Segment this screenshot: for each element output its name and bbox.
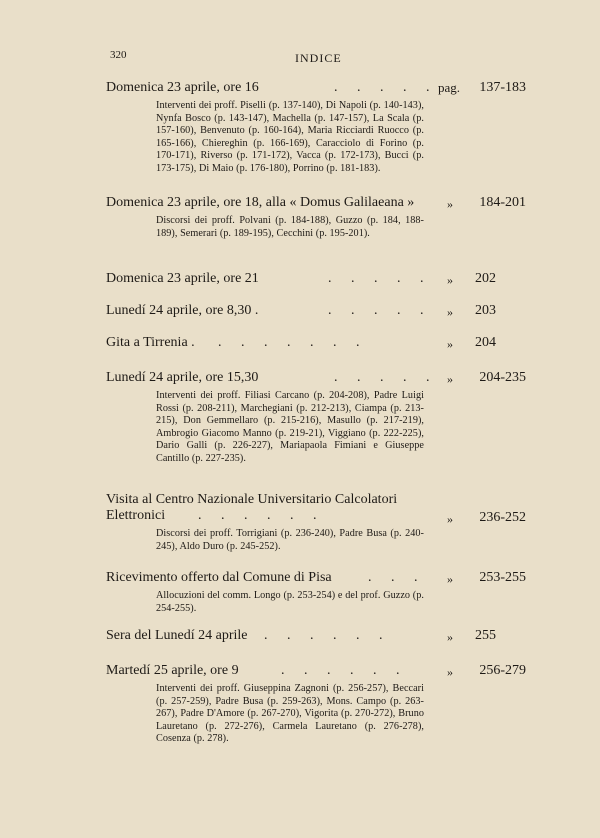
- page-label: »: [447, 337, 453, 351]
- index-entry: [106, 195, 526, 240]
- page-range: 184-201: [479, 195, 526, 210]
- entry-description: Discorsi dei proff. Torrigiani (p. 236-240), Padre Busa (p. 240-245), Aldo Duro (p. 245-252).: [156, 528, 424, 552]
- leader-dots: . . . . . .: [198, 508, 325, 523]
- page-range: 203: [475, 303, 496, 318]
- index-entry: [106, 628, 526, 648]
- page-label: »: [447, 572, 453, 586]
- entry-description: Interventi dei proff. Piselli (p. 137-140), Di Napoli (p. 140-143), Nynfa Bosco (p. 143-147), Machella (p. 147-157), La Scala (p. 157-160), Benvenuto (p. 160-164), Maria Ricciardi Ruocco (p. 165-166), Chiereghin (p. 166-169), Caracciolo di Forino (p. 170-171), Riverso (p. 171-172), Vacca (p. 172-173), Bucci (p. 173-175), Di Maio (p. 176-180), Porrino (p. 181-183).: [156, 100, 424, 174]
- leader-dots: . . . . .: [328, 271, 432, 286]
- entry-title: Lunedí 24 aprile, ore 15,30: [106, 370, 259, 385]
- index-entry: [106, 492, 526, 553]
- leader-dots: . . . . .: [328, 303, 432, 318]
- page-label: »: [447, 305, 453, 319]
- entry-title: Ricevimento offerto dal Comune di Pisa: [106, 570, 332, 585]
- page-label: »: [447, 512, 453, 526]
- entry-description: Allocuzioni del comm. Longo (p. 253-254) e del prof. Guzzo (p. 254-255).: [156, 590, 424, 614]
- running-head: INDICE: [295, 51, 342, 65]
- entry-title: Gita a Tirrenia .: [106, 335, 195, 350]
- page-range: 137-183: [479, 80, 526, 95]
- index-entry: [106, 663, 526, 746]
- page-label: »: [447, 630, 453, 644]
- page-range: 255: [475, 628, 496, 643]
- page-range: 204-235: [479, 370, 526, 385]
- page-label: »: [447, 372, 453, 386]
- page-label: »: [447, 665, 453, 679]
- page-label: pag.: [438, 80, 461, 95]
- entry-title: Martedí 25 aprile, ore 9: [106, 663, 239, 678]
- entry-title: Domenica 23 aprile, ore 18, alla « Domus Galilaeana »: [106, 195, 415, 210]
- entry-title: Domenica 23 aprile, ore 16: [106, 80, 259, 95]
- entry-title: Domenica 23 aprile, ore 21: [106, 271, 259, 286]
- index-entry: [106, 271, 526, 291]
- page-range: 236-252: [479, 510, 526, 525]
- index-entry: [106, 570, 526, 615]
- page-range: 204: [475, 335, 496, 350]
- index-entry: [106, 80, 526, 176]
- leader-dots: . . . . .: [334, 370, 438, 385]
- index-entry: [106, 370, 526, 466]
- page-label: »: [447, 273, 453, 287]
- leader-dots: . . . . . .: [264, 628, 391, 643]
- leader-dots: . . . . . . .: [218, 335, 368, 350]
- page-label: »: [447, 197, 453, 211]
- page-range: 202: [475, 271, 496, 286]
- leader-dots: . . .: [368, 570, 426, 585]
- entry-description: Interventi dei proff. Giuseppina Zagnoni (p. 256-257), Beccari (p. 257-259), Padre Busa (p. 259-263), Mons. Campo (p. 263-267), Padre D'Amore (p. 267-270), Vigorita (p. 270-272), Bruno Lauretano (p. 272-276), Carmela Lauretano (p. 276-278), Cosenza (p. 278).: [156, 683, 424, 745]
- index-entry: [106, 303, 526, 323]
- index-entry: [106, 335, 526, 355]
- leader-dots: . . . . .: [334, 80, 438, 95]
- page-range: 253-255: [479, 570, 526, 585]
- entry-description: Interventi dei proff. Filiasi Carcano (p. 204-208), Padre Luigi Rossi (p. 208-211), Marchegiani (p. 212-213), Ciampa (p. 213-215), Don Gemmellaro (p. 215-216), Masullo (p. 217-219), Ambrogio Giacomo Manno (p. 219-21), Viggiano (p. 222-225), Dario Galli (p. 226-227), Mariapaola Fimiani e Giuseppe Cantillo (p. 227-235).: [156, 390, 424, 464]
- page-range: 256-279: [479, 663, 526, 678]
- page-number: 320: [110, 49, 127, 61]
- entry-title: Visita al Centro Nazionale Universitario Calcolatori Elettronici: [106, 492, 398, 523]
- entry-description: Discorsi dei proff. Polvani (p. 184-188), Guzzo (p. 184, 188-189), Semerari (p. 189-195), Cecchini (p. 195-201).: [156, 215, 424, 239]
- leader-dots: . . . . . .: [281, 663, 408, 678]
- entry-title: Sera del Lunedí 24 aprile: [106, 628, 248, 643]
- entry-title: Lunedí 24 aprile, ore 8,30 .: [106, 303, 259, 318]
